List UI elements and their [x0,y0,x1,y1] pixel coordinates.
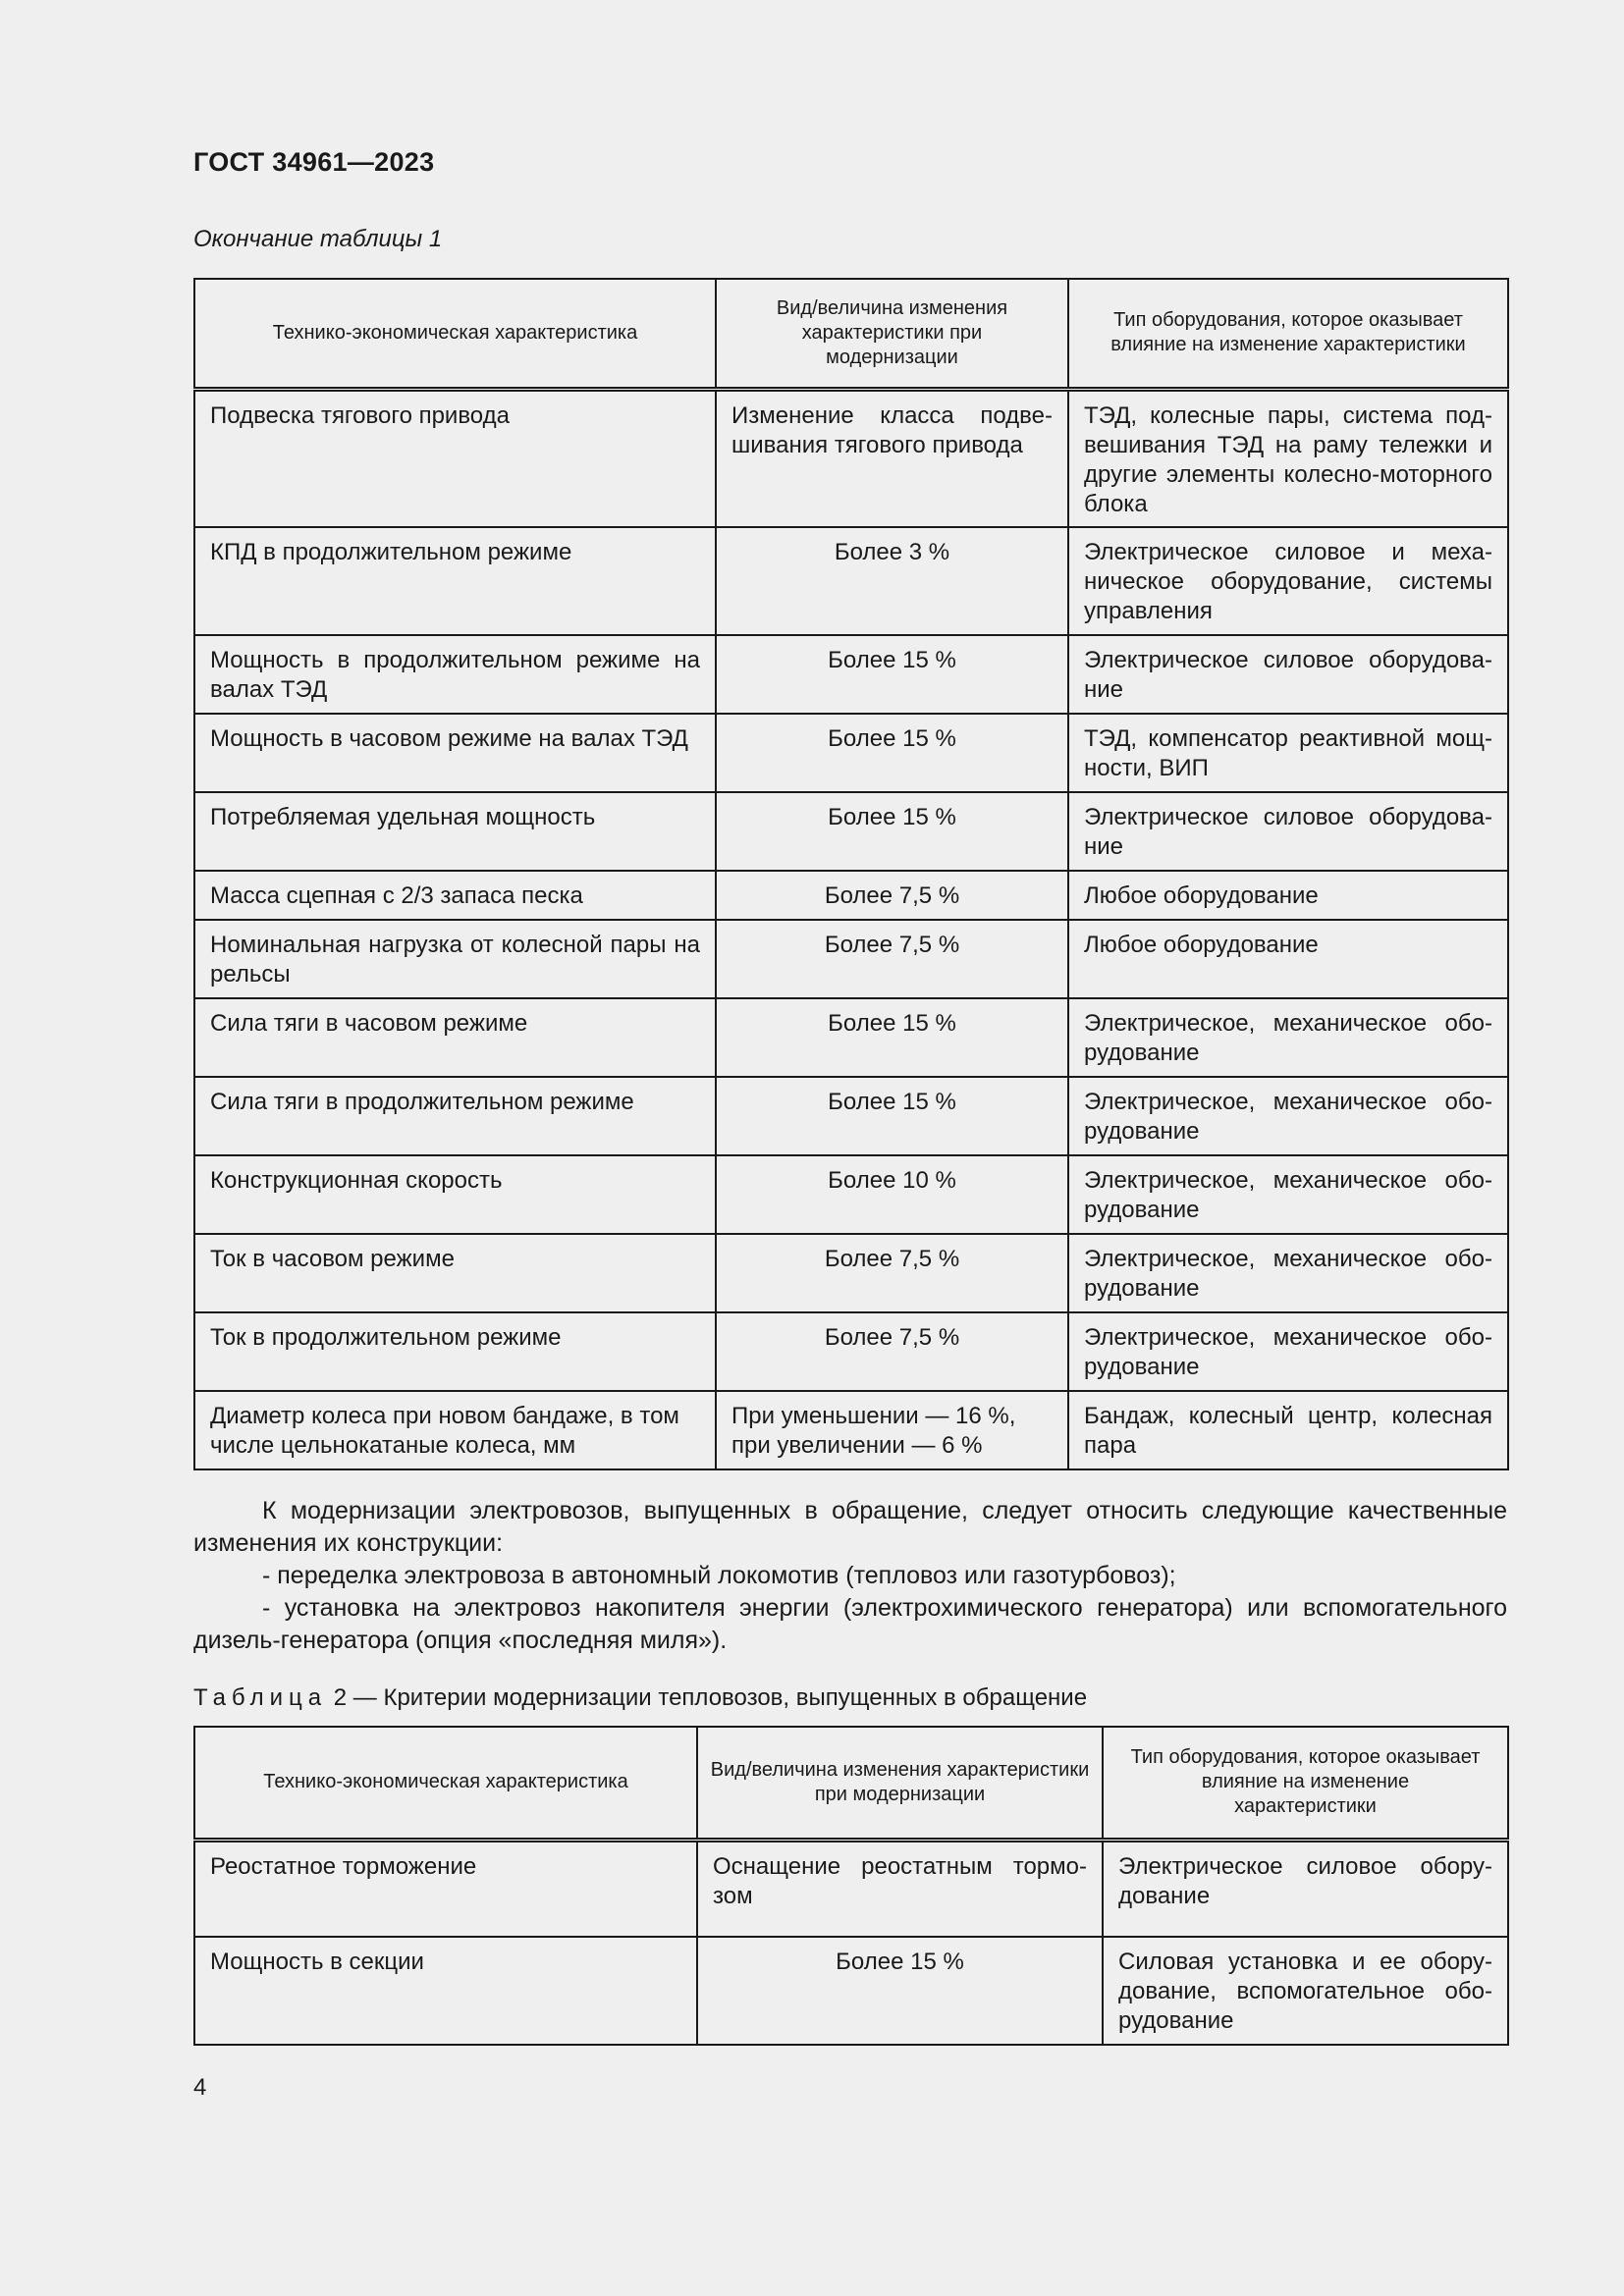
characteristic-cell: Мощность в продолжительном режиме на валах ТЭД [194,635,716,714]
table-row [194,635,1508,714]
characteristic-cell: Мощность в секции [194,1937,697,2045]
equipment-cell: Любое оборудование [1068,871,1508,920]
header-cell: Технико-экономическая характеристика [194,1727,697,1840]
characteristic-cell: Мощность в часовом режиме на валах ТЭД [194,714,716,792]
characteristic-cell: Сила тяги в часовом режиме [194,998,716,1077]
table-row [194,998,1508,1077]
table-header-row [194,1727,1508,1840]
table-row [194,1312,1508,1391]
characteristic-cell: Сила тяги в продолжительном режиме [194,1077,716,1155]
equipment-cell: Электрическое силовое и механическое оборудование, системы управления [1068,527,1508,635]
change-cell: Более 15 % [716,792,1068,871]
body-paragraph: К модернизации электровозов, выпущенных в обращение, следует относить следующие качественные изменения их конструкции: [193,1497,1507,1557]
characteristic-cell: Подвеска тягового привода [194,389,716,527]
page-number: 4 [193,2074,207,2101]
header-cell: Тип оборудования, которое оказывает влияние на изменение характеристики [1068,279,1508,389]
table-header-row [194,279,1508,389]
equipment-cell: Электрическое силовое оборудование [1068,792,1508,871]
table-title: 2 — Критерии модернизации тепловозов, выпущенных в обращение [333,1684,1088,1711]
equipment-cell: Любое оборудование [1068,920,1508,998]
change-cell: Более 15 % [716,714,1068,792]
change-cell: Более 15 % [716,998,1068,1077]
change-cell: Более 3 % [716,527,1068,635]
table-row [194,792,1508,871]
list-item: - установка на электровоз накопителя энергии (электрохимического генератора) или вспомогательного дизель-генератора (опция «последняя миля»). [193,1594,1507,1654]
characteristic-cell: Ток в продолжительном режиме [194,1312,716,1391]
table-row [194,1155,1508,1234]
table-row [194,1234,1508,1312]
characteristic-cell: Конструкционная скорость [194,1155,716,1234]
table-1 [193,278,1509,1470]
header-cell: Технико-экономическая характеристика [194,279,716,389]
document-code: ГОСТ 34961—2023 [193,147,435,177]
table-label: Таблица [193,1684,328,1711]
table-row [194,1840,1508,1937]
equipment-cell: Электрическое, механическое оборудование [1068,998,1508,1077]
table-continuation-caption: Окончание таблицы 1 [193,226,443,252]
table-row [194,1391,1508,1469]
change-cell: Более 15 % [716,1077,1068,1155]
table-row [194,1937,1508,2045]
equipment-cell: Электрическое, механическое оборудование [1068,1077,1508,1155]
table-2-caption [193,1684,1087,1712]
equipment-cell: Электрическое, механическое оборудование [1068,1155,1508,1234]
characteristic-cell: Потребляемая удельная мощность [194,792,716,871]
change-cell: Более 15 % [697,1937,1103,2045]
table-row [194,527,1508,635]
table-row [194,714,1508,792]
characteristic-cell: Масса сцепная с 2/3 запаса песка [194,871,716,920]
header-cell: Тип оборудования, которое оказывает влияние на изменение характеристики [1103,1727,1508,1840]
change-cell: Изменение класса подвешивания тягового привода [716,389,1068,527]
table-row [194,1077,1508,1155]
equipment-cell: Электрическое, механическое оборудование [1068,1312,1508,1391]
change-cell: Более 7,5 % [716,920,1068,998]
table-row [194,871,1508,920]
header-cell: Вид/величина изменения характеристики при модернизации [697,1727,1103,1840]
characteristic-cell: Номинальная нагрузка от колесной пары на рельсы [194,920,716,998]
equipment-cell: Силовая установка и ее оборудование, вспомогательное оборудование [1103,1937,1508,2045]
equipment-cell: ТЭД, компенсатор реактивной мощности, ВИП [1068,714,1508,792]
change-cell: Более 7,5 % [716,1234,1068,1312]
change-cell: Более 7,5 % [716,1312,1068,1391]
equipment-cell: Электрическое, механическое оборудование [1068,1234,1508,1312]
table-2 [193,1726,1509,2046]
change-cell: Более 15 % [716,635,1068,714]
change-cell: При уменьшении — 16 %, при увеличении — 6 % [716,1391,1068,1469]
characteristic-cell: Ток в часовом режиме [194,1234,716,1312]
equipment-cell: Бандаж, колесный центр, колесная пара [1068,1391,1508,1469]
characteristic-cell: Диаметр колеса при новом бандаже, в том числе цельнокатаные колеса, мм [194,1391,716,1469]
change-cell: Оснащение реостатным тормозом [697,1840,1103,1937]
equipment-cell: ТЭД, колесные пары, система подвешивания ТЭД на раму тележки и другие элементы колесно-моторного блока [1068,389,1508,527]
characteristic-cell: КПД в продолжительном режиме [194,527,716,635]
equipment-cell: Электрическое силовое оборудование [1103,1840,1508,1937]
characteristic-cell: Реостатное торможение [194,1840,697,1937]
list-item: - переделка электровоза в автономный локомотив (тепловоз или газотурбовоз); [262,1562,1176,1589]
change-cell: Более 7,5 % [716,871,1068,920]
table-row [194,920,1508,998]
equipment-cell: Электрическое силовое оборудование [1068,635,1508,714]
change-cell: Более 10 % [716,1155,1068,1234]
header-cell: Вид/величина изменения характеристики при модернизации [716,279,1068,389]
table-row [194,389,1508,527]
